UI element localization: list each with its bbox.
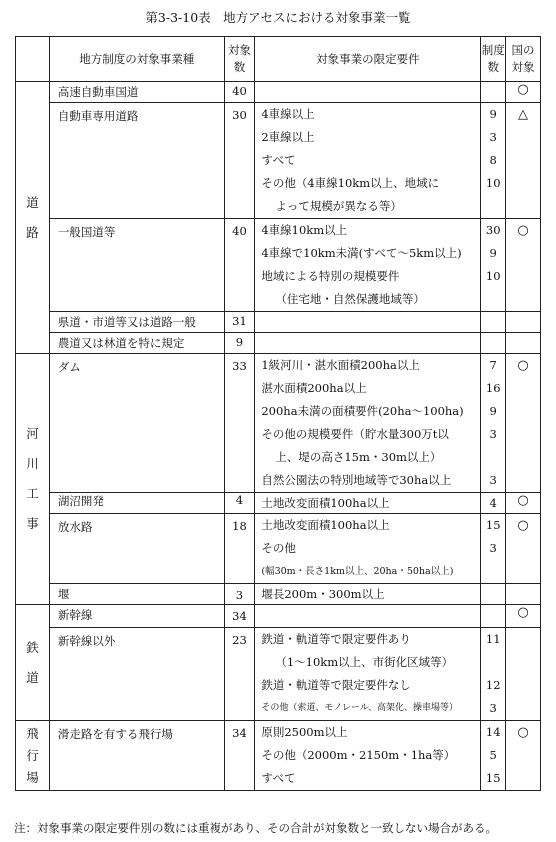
count-cell: 30 xyxy=(224,103,255,219)
requirement-line: 2車線以上 xyxy=(261,130,315,144)
count-cell: 31 xyxy=(224,312,255,333)
header-requirements: 対象事業の限定要件 xyxy=(255,37,481,82)
system-count-value xyxy=(481,195,505,218)
requirement-line: すべて xyxy=(261,771,296,785)
national-cell: ○ xyxy=(506,605,541,628)
category-char: 鉄 xyxy=(26,639,39,655)
category-char: 事 xyxy=(26,516,39,531)
system-count-value xyxy=(481,584,505,604)
national-cell: △ xyxy=(506,103,541,219)
count-cell: 4 xyxy=(224,493,255,514)
system-count-cell xyxy=(481,103,506,219)
table-title: 第3-3-10表 地方アセスにおける対象事業一覧 xyxy=(145,10,411,25)
table-row xyxy=(16,82,541,103)
table-row xyxy=(16,721,541,791)
requirements-cell xyxy=(255,493,481,514)
requirements-cell xyxy=(255,103,481,219)
requirement-line: よって規模が異なる等） xyxy=(275,199,402,213)
category-char: 道 xyxy=(26,194,39,210)
system-count-value: 15 xyxy=(485,518,501,532)
system-count-cell xyxy=(481,82,506,103)
table-row xyxy=(16,312,541,333)
requirement-line: 上、堤の高さ15m・30m以上） xyxy=(275,450,442,464)
facility-cell: 県道・市道等又は道路一般 xyxy=(49,312,224,333)
facility-cell: ダム xyxy=(49,354,224,493)
header-facility: 地方制度の対象事業種 xyxy=(49,37,224,82)
category-char: 工 xyxy=(26,486,39,501)
category-char: 行 xyxy=(26,747,39,763)
requirement-line: 土地改変面積100ha以上 xyxy=(261,496,390,510)
facility-cell: 堰 xyxy=(49,584,224,605)
facility-cell: 放水路 xyxy=(49,514,224,584)
header-count-line1: 対象 xyxy=(227,43,251,57)
system-count-value: 9 xyxy=(489,246,497,260)
requirement-line: 200ha未満の面積要件(20ha～100ha) xyxy=(261,404,464,418)
facility-cell: 滑走路を有する飛行場 xyxy=(49,721,224,791)
category-char: 飛 xyxy=(26,725,39,741)
system-count-value: 3 xyxy=(489,541,497,555)
requirement-line: 4車線以上 xyxy=(261,107,315,121)
table-row xyxy=(16,103,541,219)
header-count xyxy=(224,37,255,82)
system-count-value: 4 xyxy=(489,496,497,510)
requirement-line: その他（4車線10km以上、地域に xyxy=(261,176,440,190)
category-char: 河 xyxy=(26,426,39,441)
system-count-cell xyxy=(481,628,506,721)
category-char: 場 xyxy=(26,769,39,785)
system-count-value: 11 xyxy=(485,632,501,646)
footnote: 注：対象事業の限定要件別の数には重複があり、その合計が対象数と一致しない場合がある。 xyxy=(14,821,497,835)
national-cell: ○ xyxy=(506,82,541,103)
table-row xyxy=(16,605,541,628)
system-count-value: 8 xyxy=(489,153,497,167)
requirement-line: 鉄道・軌道等で限定要件なし xyxy=(261,678,411,692)
facility-cell: 湖沼開発 xyxy=(49,493,224,514)
requirement-line: その他 xyxy=(261,541,296,555)
national-cell xyxy=(506,333,541,354)
national-cell xyxy=(506,628,541,721)
requirement-line: すべて xyxy=(261,153,296,167)
requirement-line: 湛水面積200ha以上 xyxy=(261,381,367,395)
requirement-line: 原則2500m以上 xyxy=(261,725,348,739)
table-row xyxy=(16,493,541,514)
requirements-cell xyxy=(255,82,481,103)
system-count-value: 3 xyxy=(489,427,497,441)
system-count-value xyxy=(481,651,505,674)
system-count-value: 14 xyxy=(485,725,501,739)
table-row xyxy=(16,219,541,312)
header-system-count xyxy=(481,37,506,82)
system-count-value: 10 xyxy=(485,269,501,283)
category-char: 道 xyxy=(26,669,39,685)
count-cell: 3 xyxy=(224,584,255,605)
table-row xyxy=(16,584,541,605)
target-projects-table xyxy=(15,36,541,791)
system-count-value: 9 xyxy=(489,404,497,418)
facility-cell: 新幹線以外 xyxy=(49,628,224,721)
requirements-cell xyxy=(255,584,481,605)
count-cell: 34 xyxy=(224,605,255,628)
system-count-value: 16 xyxy=(485,381,501,395)
requirement-line: 鉄道・軌道等で限定要件あり xyxy=(261,632,411,646)
requirements-cell xyxy=(255,605,481,628)
requirement-line: 地域による特別の規模要件 xyxy=(261,269,400,283)
count-cell: 40 xyxy=(224,82,255,103)
requirement-line: 土地改変面積100ha以上 xyxy=(261,518,390,532)
category-river-works xyxy=(16,354,50,605)
requirement-line: （住宅地・自然保護地域等） xyxy=(275,292,425,306)
national-cell: ○ xyxy=(506,514,541,584)
facility-cell: 一般国道等 xyxy=(49,219,224,312)
requirement-line: その他（索道、モノレール、高架化、操車場等） xyxy=(261,703,459,713)
requirements-cell xyxy=(255,219,481,312)
requirements-cell xyxy=(255,628,481,721)
header-system-line1: 制度 xyxy=(481,43,505,57)
requirement-line: 4車線で10km未満(すべて～5km以上) xyxy=(261,246,462,260)
category-road xyxy=(16,82,50,354)
header-national xyxy=(506,37,541,82)
requirement-line: (幅30m・長さ1km以上、20ha・50ha以上) xyxy=(261,566,454,577)
category-airport xyxy=(16,721,50,791)
requirements-cell xyxy=(255,514,481,584)
national-cell xyxy=(506,312,541,333)
facility-cell: 自動車専用道路 xyxy=(49,103,224,219)
national-cell: ○ xyxy=(506,493,541,514)
requirements-cell xyxy=(255,354,481,493)
system-count-cell xyxy=(481,584,506,605)
facility-cell: 高速自動車国道 xyxy=(49,82,224,103)
header-row xyxy=(16,37,541,82)
facility-cell: 新幹線 xyxy=(49,605,224,628)
requirement-line: 堰長200m・300m以上 xyxy=(261,587,385,601)
table-row xyxy=(16,514,541,584)
system-count-cell xyxy=(481,721,506,791)
system-count-value xyxy=(481,560,505,583)
system-count-cell xyxy=(481,605,506,628)
system-count-value: 7 xyxy=(489,358,497,372)
system-count-cell xyxy=(481,333,506,354)
system-count-cell xyxy=(481,219,506,312)
header-category xyxy=(16,37,50,82)
count-cell: 18 xyxy=(224,514,255,584)
category-railway xyxy=(16,605,50,721)
requirements-cell xyxy=(255,312,481,333)
system-count-value: 3 xyxy=(489,130,497,144)
count-cell: 40 xyxy=(224,219,255,312)
header-count-line2: 数 xyxy=(233,60,246,74)
facility-cell: 農道又は林道を特に規定 xyxy=(49,333,224,354)
national-cell: ○ xyxy=(506,219,541,312)
requirement-line: （1～10km以上、市街化区域等） xyxy=(275,655,454,669)
system-count-value: 9 xyxy=(489,107,497,121)
national-cell: ○ xyxy=(506,354,541,493)
requirement-line: 4車線10km以上 xyxy=(261,223,348,237)
system-count-cell xyxy=(481,514,506,584)
system-count-cell xyxy=(481,312,506,333)
system-count-value: 15 xyxy=(485,771,501,785)
count-cell: 23 xyxy=(224,628,255,721)
count-cell: 9 xyxy=(224,333,255,354)
system-count-value: 3 xyxy=(489,473,497,487)
requirements-cell xyxy=(255,333,481,354)
header-national-line1: 国の xyxy=(511,43,535,57)
system-count-cell xyxy=(481,354,506,493)
system-count-value: 10 xyxy=(485,176,501,190)
count-cell: 33 xyxy=(224,354,255,493)
system-count-value: 3 xyxy=(489,701,497,715)
system-count-value xyxy=(481,446,505,469)
requirements-cell xyxy=(255,721,481,791)
requirement-line: その他（2000m・2150m・1ha等） xyxy=(261,748,456,762)
requirement-line: その他の規模要件（貯水量300万t以 xyxy=(261,427,449,441)
category-char: 路 xyxy=(26,224,39,240)
header-system-line2: 数 xyxy=(487,60,499,74)
system-count-value xyxy=(481,288,505,311)
system-count-cell xyxy=(481,493,506,514)
system-count-value: 5 xyxy=(489,748,497,762)
requirement-line: 自然公園法の特別地域等で30ha以上 xyxy=(261,473,452,487)
category-char: 川 xyxy=(26,456,39,471)
national-cell xyxy=(506,584,541,605)
count-cell: 34 xyxy=(224,721,255,791)
header-national-line2: 対象 xyxy=(511,60,535,74)
system-count-value: 30 xyxy=(485,223,501,237)
table-row xyxy=(16,333,541,354)
table-row xyxy=(16,354,541,493)
system-count-value: 12 xyxy=(485,678,501,692)
national-cell: ○ xyxy=(506,721,541,791)
table-row xyxy=(16,628,541,721)
requirement-line: 1級河川・湛水面積200ha以上 xyxy=(261,358,420,372)
